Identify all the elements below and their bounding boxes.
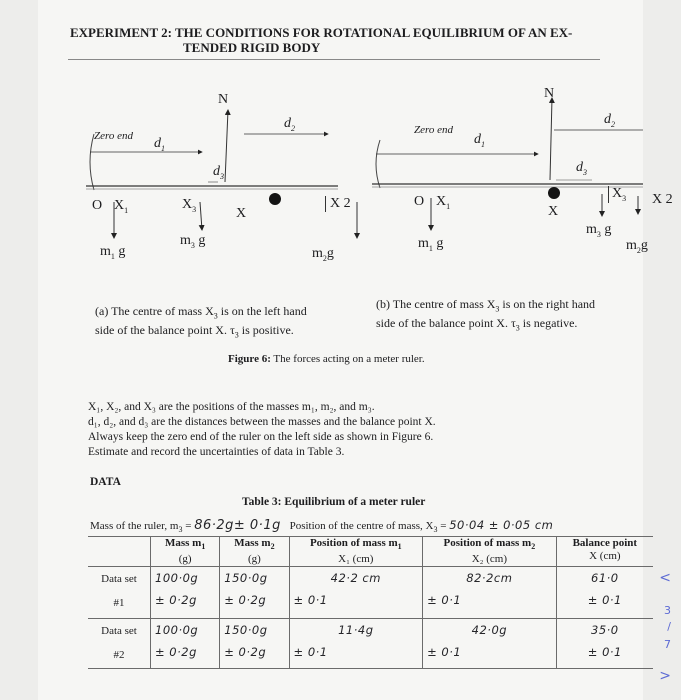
row-label: Data set #1 (88, 567, 151, 619)
caption-b-line-2: side of the balance point X. $\tau_3$ is negative. (376, 316, 578, 333)
diagram-b-drawing (368, 90, 643, 280)
note-line: Always keep the zero end of the ruler on the left side as shown in Figure 6. (88, 431, 434, 443)
d3-label: $d_3$ (213, 164, 224, 181)
m2g-label: $m_2g$ (312, 246, 334, 263)
column-header: Position of mass $m_1$ X₁ (cm) (289, 537, 423, 567)
d2-label: $d_2$ (284, 116, 295, 133)
com-value: 50·04 ± 0·05 cm (449, 518, 554, 532)
column-header: Balance point X (cm) (556, 537, 653, 567)
mass-m1-cell: 100·0g ± 0·2g (151, 567, 220, 619)
title-line-2: TENDED RIGID BODY (183, 40, 321, 55)
page-current: 3 (664, 604, 671, 617)
position-x2-cell: 42·0g ± 0·1 (423, 619, 557, 669)
ruler-end-curve (376, 140, 380, 188)
d2-label: $d_2$ (604, 112, 615, 129)
zero-end-label: Zero end (94, 130, 134, 142)
note-line: X₁, X₂, and X₃ are the positions of the masses m₁, m₂, and m₃. (88, 401, 375, 413)
mass-m2-cell: 150·0g ± 0·2g (220, 567, 289, 619)
mass-m2-cell: 150·0g ± 0·2g (220, 619, 289, 669)
normal-force-label: N (544, 86, 555, 101)
x2-label: X 2 (652, 192, 673, 207)
position-x2-cell: 82·2cm ± 0·1 (423, 567, 557, 619)
diagram-b (368, 86, 673, 280)
m3g-arrow (200, 202, 202, 230)
balance-point-cell: 61·0 ± 0·1 (556, 567, 653, 619)
balance-point-cell: 35·0 ± 0·1 (556, 619, 653, 669)
x3-label: $X_3$ (182, 197, 197, 214)
x2-label: X 2 (325, 196, 351, 212)
balance-point-label: X (236, 206, 247, 221)
table-row (88, 619, 653, 669)
ruler-end-curve (90, 134, 94, 190)
table-corner-cell (88, 537, 151, 567)
m3g-label: $m_3$ g (586, 222, 612, 239)
mass-ruler-line: Mass of the ruler, $m_3 = 86\cdot 2g\pm 0\cdot 1g$ Position of the centre of mass, $X_3 = 50\cdot 04 \pm 0\cdot 05$ cm (90, 518, 554, 535)
title-rule (68, 59, 600, 60)
d1-label: $d_1$ (474, 132, 485, 149)
document-page (38, 0, 673, 700)
row-label: Data set #2 (88, 619, 151, 669)
m3g-label: $m_3$ g (180, 233, 206, 250)
caption-b-line-1: (b) The centre of mass $X_3$ is on the right hand (376, 297, 596, 314)
table-row (88, 567, 653, 619)
data-heading: DATA (90, 476, 121, 488)
table-title: Table 3: Equilibrium of a meter ruler (242, 496, 426, 508)
d3-label: $d_3$ (576, 160, 587, 177)
mass-ruler-value: 86·2g± 0·1g (194, 518, 281, 533)
x1-label: $X_1$ (114, 198, 129, 215)
diagram-a (68, 90, 368, 280)
zero-end-label: Zero end (414, 124, 454, 136)
balance-point-dot (269, 193, 281, 205)
normal-force-arrow (550, 98, 552, 180)
note-line: Estimate and record the uncertainties of data in Table 3. (88, 446, 345, 458)
origin-label: O (92, 198, 103, 213)
balance-point-dot (548, 187, 560, 199)
balance-point-label: X (548, 204, 559, 219)
prev-page-button[interactable]: < (659, 570, 671, 586)
caption-a-line-1: (a) The centre of mass $X_3$ is on the left hand (95, 304, 307, 321)
page-separator: / (667, 620, 671, 633)
caption-a-line-2: side of the balance point X. $\tau_3$ is positive. (95, 323, 294, 340)
m1g-label: $m_1$ g (418, 236, 444, 253)
normal-force-arrow (225, 110, 228, 182)
mass-m1-cell: 100·0g ± 0·2g (151, 619, 220, 669)
normal-force-label: N (218, 92, 229, 107)
caption-a (95, 304, 307, 343)
position-x1-cell: 42·2 cm ± 0·1 (289, 567, 423, 619)
caption-b (376, 297, 595, 336)
d1-label: $d_1$ (154, 136, 165, 153)
equilibrium-table (88, 536, 653, 669)
column-header: Position of mass $m_2$ X₂ (cm) (423, 537, 557, 567)
x3-label: $X_3$ (608, 186, 626, 203)
x1-label: $X_1$ (436, 194, 451, 211)
note-line: d₁, d₂, and d₃ are the distances between the masses and the balance point X. (88, 416, 436, 428)
m2g-label: $m_2g$ (626, 238, 648, 255)
position-x1-cell: 11·4g ± 0·1 (289, 619, 423, 669)
table-header-row (88, 537, 653, 567)
title-line-1: EXPERIMENT 2: THE CONDITIONS FOR ROTATIONAL EQUILIBRIUM OF AN EX- (70, 25, 573, 40)
notes (88, 400, 436, 460)
column-header: Mass $m_2$ (g) (220, 537, 289, 567)
next-page-button[interactable]: > (659, 668, 671, 684)
m1g-label: $m_1$ g (100, 244, 126, 261)
column-header: Mass $m_1$ (g) (151, 537, 220, 567)
page-total: 7 (664, 638, 671, 651)
figure-caption: Figure 6: The forces acting on a meter ruler. (228, 353, 425, 365)
origin-label: O (414, 194, 425, 209)
